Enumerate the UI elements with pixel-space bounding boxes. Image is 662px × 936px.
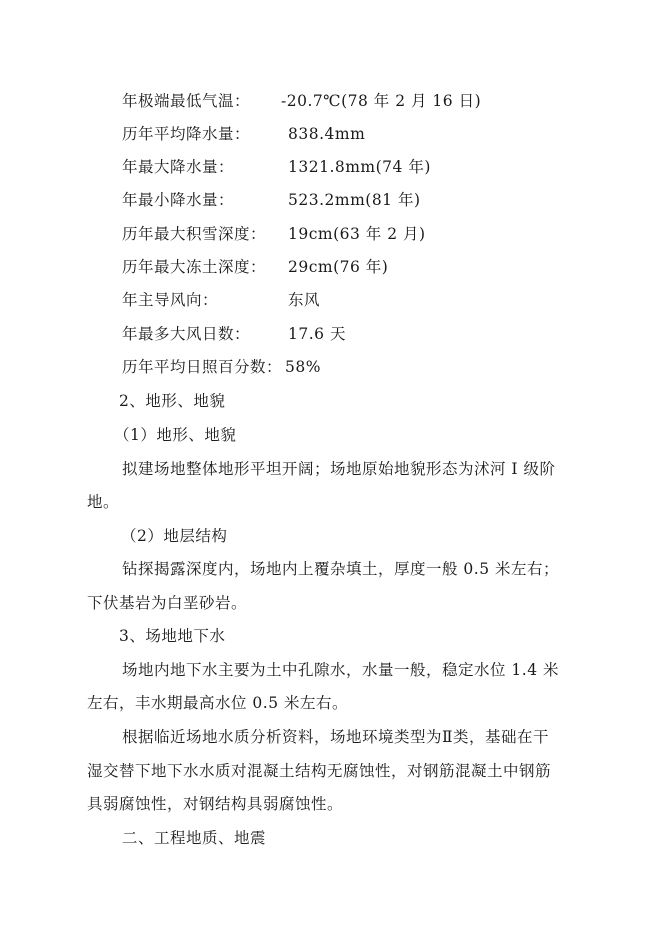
paragraph-water-quality-line: 具弱腐蚀性，对钢结构具弱腐蚀性。 [87, 795, 344, 813]
climate-label: 年最大降水量： [122, 158, 235, 176]
paragraph-groundwater-line: 左右，丰水期最高水位 0.5 米左右。 [87, 694, 349, 712]
climate-value: 东风 [288, 291, 321, 309]
paragraph-water-quality-line: 湿交替下地下水水质对混凝土结构无腐蚀性，对钢筋混凝土中钢筋 [87, 762, 552, 780]
climate-row-wind-direction [122, 290, 542, 310]
climate-label: 历年最大积雪深度： [122, 225, 267, 243]
climate-value: 17.6 天 [288, 325, 346, 343]
paragraph-water-quality-line: 根据临近场地水质分析资料，场地环境类型为Ⅱ类，基础在干 [122, 728, 550, 746]
section-heading-groundwater: 3、场地地下水 [119, 627, 226, 645]
climate-value: -20.7℃(78 年 2 月 16 日) [281, 92, 482, 110]
chapter-heading-geology: 二、工程地质、地震 [122, 829, 267, 847]
section-heading-terrain: 2、地形、地貌 [119, 392, 226, 410]
climate-row-min-temp [122, 91, 542, 111]
climate-value: 29cm(76 年) [288, 258, 389, 276]
climate-label: 年最小降水量： [122, 191, 235, 209]
climate-row-max-frost [122, 257, 542, 277]
climate-row-sunshine [122, 357, 542, 377]
climate-row-min-precip [122, 190, 542, 210]
climate-row-wind-days [122, 324, 542, 344]
climate-row-avg-precip [122, 124, 542, 144]
paragraph-strata-line: 下伏基岩为白垩砂岩。 [87, 594, 248, 612]
paragraph-terrain-line: 拟建场地整体地形平坦开阔；场地原始地貌形态为沭河 I 级阶 [122, 460, 556, 478]
paragraph-strata-line: 钻探揭露深度内，场地内上覆杂填土，厚度一般 0.5 米左右； [122, 560, 560, 578]
climate-label: 历年最大冻土深度： [122, 258, 267, 276]
climate-label: 年主导风向： [122, 291, 219, 309]
climate-value: 58% [285, 358, 321, 376]
climate-value: 523.2mm(81 年) [288, 191, 421, 209]
climate-value: 838.4mm [288, 125, 366, 143]
climate-row-max-precip [122, 157, 542, 177]
climate-row-max-snow [122, 224, 542, 244]
subheading-strata: （2）地层结构 [121, 527, 228, 545]
climate-label: 年极端最低气温： [122, 92, 251, 110]
subheading-terrain: （1）地形、地貌 [114, 426, 237, 444]
climate-value: 19cm(63 年 2 月) [288, 225, 426, 243]
climate-label: 年最多大风日数： [122, 325, 251, 343]
climate-value: 1321.8mm(74 年) [288, 158, 431, 176]
climate-label: 历年平均降水量： [122, 125, 251, 143]
paragraph-terrain-line: 地。 [87, 493, 120, 511]
paragraph-groundwater-line: 场地内地下水主要为土中孔隙水，水量一般，稳定水位 1.4 米 [122, 661, 560, 679]
climate-label: 历年平均日照百分数： [122, 358, 283, 376]
